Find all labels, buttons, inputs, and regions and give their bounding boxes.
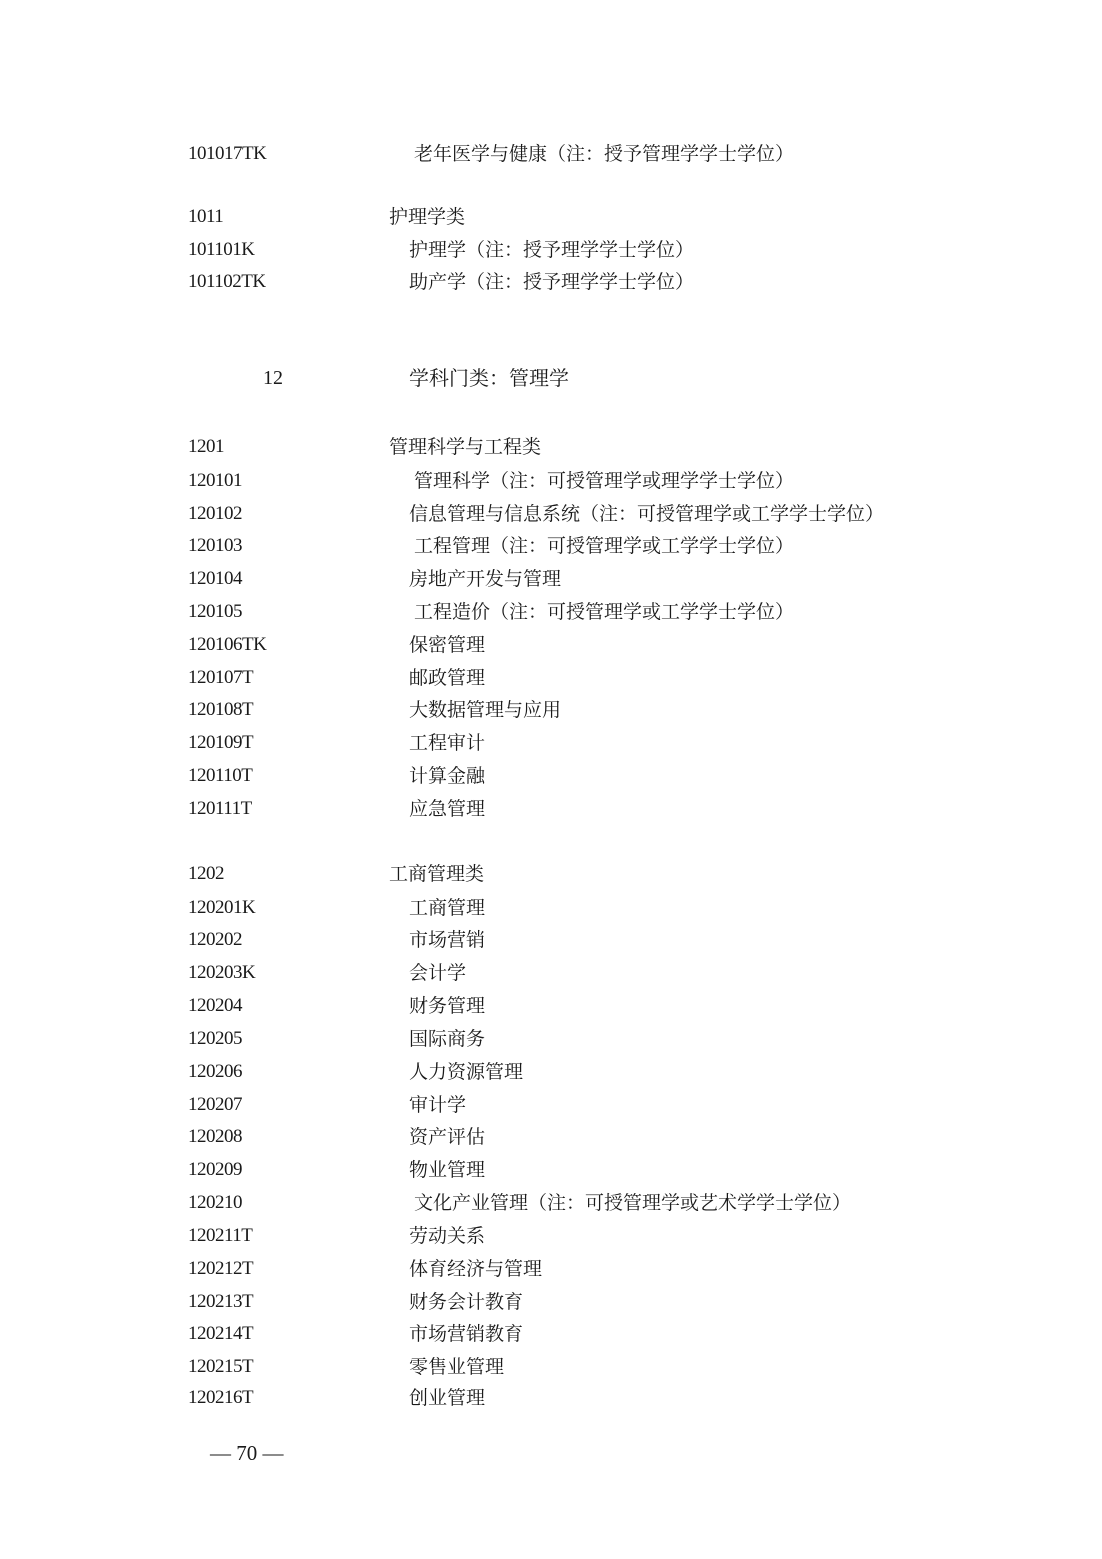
major-name: 零售业管理: [409, 1356, 505, 1378]
major-code: 120205: [188, 1028, 242, 1049]
category-code: 1201: [188, 436, 224, 457]
major-name: 工程造价（注：可授管理学或工学学士学位）: [414, 601, 795, 623]
major-code: 120103: [188, 535, 242, 556]
major-row: [0, 467, 1102, 497]
major-code: 120201K: [188, 897, 256, 918]
major-code: 120109T: [188, 732, 254, 753]
category-code: 1202: [188, 863, 224, 884]
major-name: 创业管理: [409, 1387, 486, 1409]
major-row: [0, 268, 1102, 298]
major-name: 市场营销: [409, 929, 486, 951]
major-name: 老年医学与健康（注：授予管理学学士学位）: [414, 143, 795, 165]
major-name: 信息管理与信息系统（注：可授管理学或工学学士学位）: [409, 503, 885, 525]
major-row: [0, 729, 1102, 759]
major-name: 审计学: [409, 1094, 467, 1116]
major-name: 会计学: [409, 962, 467, 984]
major-code: 120102: [188, 503, 242, 524]
major-code: 120216T: [188, 1387, 254, 1408]
major-code: 101102TK: [188, 271, 266, 292]
major-row: [0, 1353, 1102, 1383]
major-name: 物业管理: [409, 1159, 486, 1181]
discipline-name: 学科门类：管理学: [409, 366, 569, 390]
major-row: [0, 1091, 1102, 1121]
major-code: 120213T: [188, 1291, 254, 1312]
major-row: [0, 1189, 1102, 1219]
major-row: [0, 631, 1102, 661]
major-code: 120108T: [188, 699, 254, 720]
major-row: [0, 1255, 1102, 1285]
major-row: [0, 926, 1102, 956]
page-number: — 70 —: [210, 1441, 284, 1465]
major-code: 120215T: [188, 1356, 254, 1377]
major-row: [0, 992, 1102, 1022]
major-row: [0, 532, 1102, 562]
major-code: 120110T: [188, 765, 253, 786]
major-name: 人力资源管理: [409, 1061, 524, 1083]
major-row: [0, 1025, 1102, 1055]
major-name: 劳动关系: [409, 1225, 486, 1247]
major-code: 120211T: [188, 1225, 253, 1246]
category-name: 工商管理类: [389, 863, 485, 885]
major-name: 国际商务: [409, 1028, 486, 1050]
major-code: 120111T: [188, 798, 252, 819]
category-code: 1011: [188, 206, 224, 227]
major-code: 120208: [188, 1126, 242, 1147]
major-row: [0, 959, 1102, 989]
major-row: [0, 140, 1102, 170]
major-code: 120209: [188, 1159, 242, 1180]
major-row: [0, 696, 1102, 726]
major-name: 保密管理: [409, 634, 486, 656]
major-row: [0, 236, 1102, 266]
major-row: [0, 1058, 1102, 1088]
major-name: 护理学（注：授予理学学士学位）: [409, 239, 695, 261]
major-code: 120207: [188, 1094, 242, 1115]
major-code: 120202: [188, 929, 242, 950]
category-row: [0, 203, 1102, 233]
major-row: [0, 795, 1102, 825]
major-code: 120206: [188, 1061, 242, 1082]
major-name: 大数据管理与应用: [409, 699, 562, 721]
major-row: [0, 1222, 1102, 1252]
major-code: 120105: [188, 601, 242, 622]
major-code: 101017TK: [188, 143, 267, 164]
major-code: 120107T: [188, 667, 254, 688]
major-row: [0, 894, 1102, 924]
major-code: 120204: [188, 995, 242, 1016]
category-row: [0, 860, 1102, 890]
major-code: 120104: [188, 568, 242, 589]
major-row: [0, 1156, 1102, 1186]
major-name: 工商管理: [409, 897, 486, 919]
major-name: 财务管理: [409, 995, 486, 1017]
major-code: 120212T: [188, 1258, 254, 1279]
major-code: 120106TK: [188, 634, 267, 655]
major-row: [0, 664, 1102, 694]
category-name: 管理科学与工程类: [389, 436, 542, 458]
major-row: [0, 1288, 1102, 1318]
major-row: [0, 1320, 1102, 1350]
major-name: 财务会计教育: [409, 1291, 524, 1313]
major-row: [0, 1123, 1102, 1153]
major-name: 工程管理（注：可授管理学或工学学士学位）: [414, 535, 795, 557]
major-name: 房地产开发与管理: [409, 568, 562, 590]
category-name: 护理学类: [389, 206, 466, 228]
major-row: [0, 565, 1102, 595]
major-name: 邮政管理: [409, 667, 486, 689]
major-name: 管理科学（注：可授管理学或理学学士学位）: [414, 470, 795, 492]
major-row: [0, 598, 1102, 628]
major-code: 120203K: [188, 962, 256, 983]
major-code: 101101K: [188, 239, 255, 260]
major-row: [0, 1384, 1102, 1414]
major-name: 应急管理: [409, 798, 486, 820]
discipline-heading: [0, 364, 1102, 394]
major-code: 120101: [188, 470, 242, 491]
major-row: [0, 500, 1102, 530]
major-name: 文化产业管理（注：可授管理学或艺术学学士学位）: [414, 1192, 852, 1214]
discipline-code: 12: [263, 367, 283, 389]
major-code: 120210: [188, 1192, 242, 1213]
major-name: 市场营销教育: [409, 1323, 524, 1345]
major-row: [0, 762, 1102, 792]
major-name: 计算金融: [409, 765, 486, 787]
major-name: 助产学（注：授予理学学士学位）: [409, 271, 695, 293]
major-name: 体育经济与管理: [409, 1258, 543, 1280]
major-code: 120214T: [188, 1323, 254, 1344]
major-name: 资产评估: [409, 1126, 486, 1148]
major-name: 工程审计: [409, 732, 486, 754]
category-row: [0, 433, 1102, 463]
